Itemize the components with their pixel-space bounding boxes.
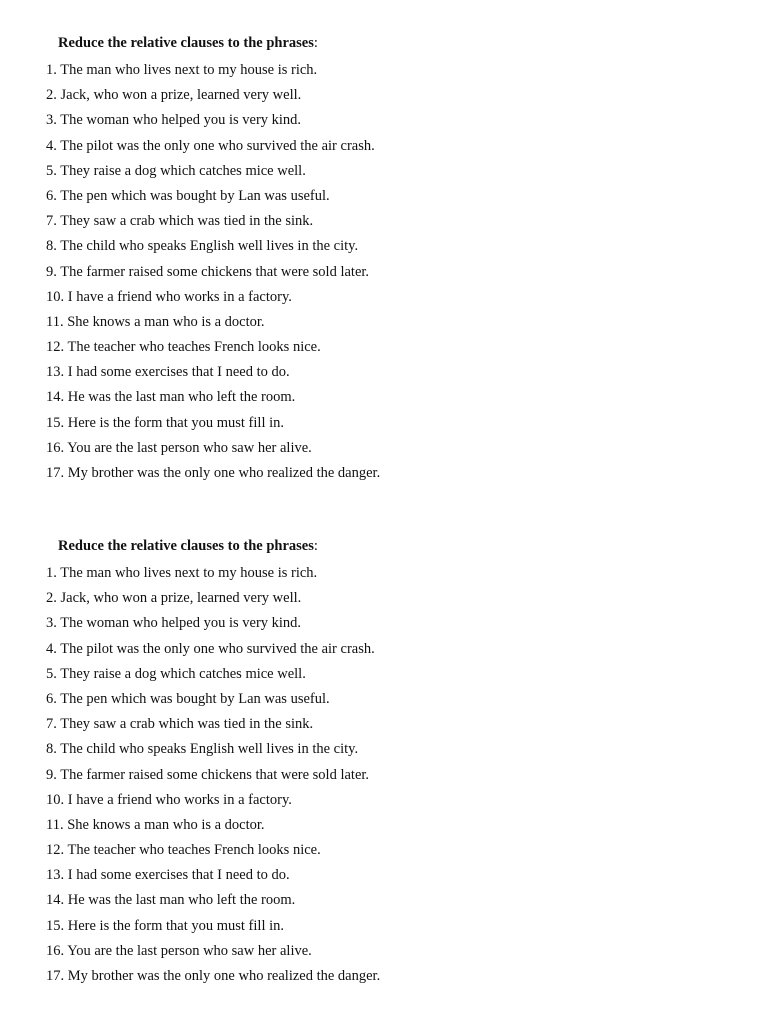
exercise-item: 5. They raise a dog which catches mice well. (46, 162, 306, 179)
exercise-item: 12. The teacher who teaches French looks nice. (46, 339, 321, 356)
exercise-item: 8. The child who speaks English well lives in the city. (46, 238, 359, 255)
exercise-item: 16. You are the last person who saw her alive. (46, 439, 312, 456)
exercise-item: 13. I had some exercises that I need to do. (46, 364, 290, 381)
exercise-item: 5. They raise a dog which catches mice well. (46, 665, 306, 682)
exercise-heading-text: Reduce the relative clauses to the phrases (58, 35, 314, 51)
exercise-item: 3. The woman who helped you is very kind. (46, 112, 302, 129)
exercise-item: 10. I have a friend who works in a factory. (46, 288, 292, 305)
exercise-item: 6. The pen which was bought by Lan was useful. (46, 187, 330, 204)
exercise-item: 4. The pilot was the only one who survived the air crash. (46, 640, 375, 657)
exercise-item: 13. I had some exercises that I need to do. (46, 867, 290, 884)
exercise-item: 14. He was the last man who left the room. (46, 892, 296, 909)
exercise-item: 11. She knows a man who is a doctor. (46, 313, 265, 330)
exercise-item: 15. Here is the form that you must fill in. (46, 917, 285, 934)
exercise-item: 4. The pilot was the only one who survived the air crash. (46, 137, 375, 154)
exercise-heading (0, 33, 768, 53)
exercise-heading-colon: : (313, 538, 318, 554)
exercise-item: 17. My brother was the only one who realized the danger. (46, 465, 381, 481)
exercise-item: 2. Jack, who won a prize, learned very well. (46, 87, 302, 104)
exercise-item: 1. The man who lives next to my house is rich. (46, 565, 318, 581)
exercise-item: 2. Jack, who won a prize, learned very well. (46, 590, 302, 607)
exercise-item: 3. The woman who helped you is very kind. (46, 615, 302, 632)
exercise-heading-colon: : (313, 35, 318, 51)
worksheet-section (0, 536, 768, 989)
exercise-item: 10. I have a friend who works in a factory. (46, 791, 292, 808)
exercise-item: 15. Here is the form that you must fill in. (46, 414, 285, 431)
exercise-item: 7. They saw a crab which was tied in the sink. (46, 213, 314, 230)
worksheet-section (0, 33, 768, 486)
exercise-heading-text: Reduce the relative clauses to the phrases (58, 538, 314, 554)
exercise-item: 8. The child who speaks English well lives in the city. (46, 741, 359, 758)
exercise-item: 6. The pen which was bought by Lan was useful. (46, 690, 330, 707)
exercise-list (0, 561, 768, 989)
exercise-item: 14. He was the last man who left the room. (46, 389, 296, 406)
exercise-item: 17. My brother was the only one who realized the danger. (46, 968, 381, 984)
exercise-item: 9. The farmer raised some chickens that were sold later. (46, 263, 370, 280)
exercise-heading (0, 536, 768, 556)
exercise-item: 11. She knows a man who is a doctor. (46, 816, 265, 833)
exercise-item: 9. The farmer raised some chickens that were sold later. (46, 766, 370, 783)
exercise-item: 1. The man who lives next to my house is rich. (46, 62, 318, 78)
exercise-item: 16. You are the last person who saw her alive. (46, 942, 312, 959)
exercise-item: 7. They saw a crab which was tied in the sink. (46, 716, 314, 733)
exercise-list (0, 58, 768, 486)
exercise-item: 12. The teacher who teaches French looks nice. (46, 842, 321, 859)
